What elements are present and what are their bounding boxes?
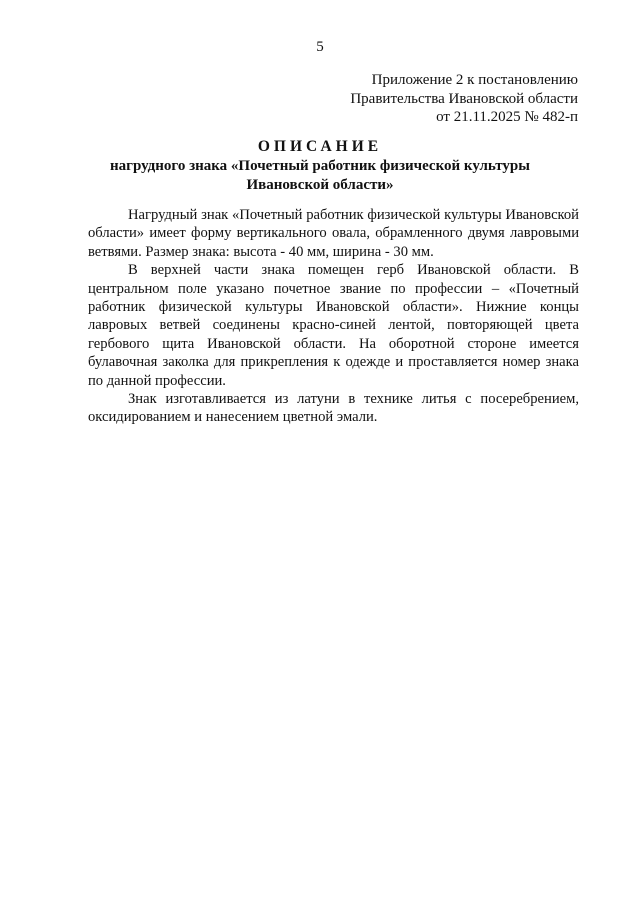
appendix-line: Правительства Ивановской области <box>350 90 578 107</box>
document-heading <box>60 137 580 195</box>
body-paragraph: В верхней части знака помещен герб Ивановской области. В центральном поле указано почетное звание по профессии – «Почетный работник физической культуры Ивановской области». Нижние концы лавровых ветвей соединены красно-синей лентой, повторяющей цвета гербового щита Ивановской области. На оборотной стороне имеется булавочная заколка для прикрепления к одежде и проставляется номер знака по данной профессии. <box>88 262 579 389</box>
appendix-line: Приложение 2 к постановлению <box>371 72 578 88</box>
document-body <box>88 206 579 427</box>
body-paragraph: Нагрудный знак «Почетный работник физической культуры Ивановской области» имеет форму вертикального овала, обрамленного двумя лавровыми ветвями. Размер знака: высота - 40 мм, ширина - 30 мм. <box>88 207 579 260</box>
appendix-date-number: от 21.11.2025 № 482-п <box>436 109 578 125</box>
body-paragraph: Знак изготавливается из латуни в технике литья с посеребрением, оксидированием и нанесением цветной эмали. <box>88 391 579 426</box>
document-subtitle: Ивановской области» <box>246 177 394 193</box>
appendix-reference <box>350 71 578 127</box>
document-subtitle: нагрудного знака «Почетный работник физической культуры <box>110 158 530 174</box>
page-number: 5 <box>316 39 324 55</box>
document-title: ОПИСАНИЕ <box>257 138 383 155</box>
